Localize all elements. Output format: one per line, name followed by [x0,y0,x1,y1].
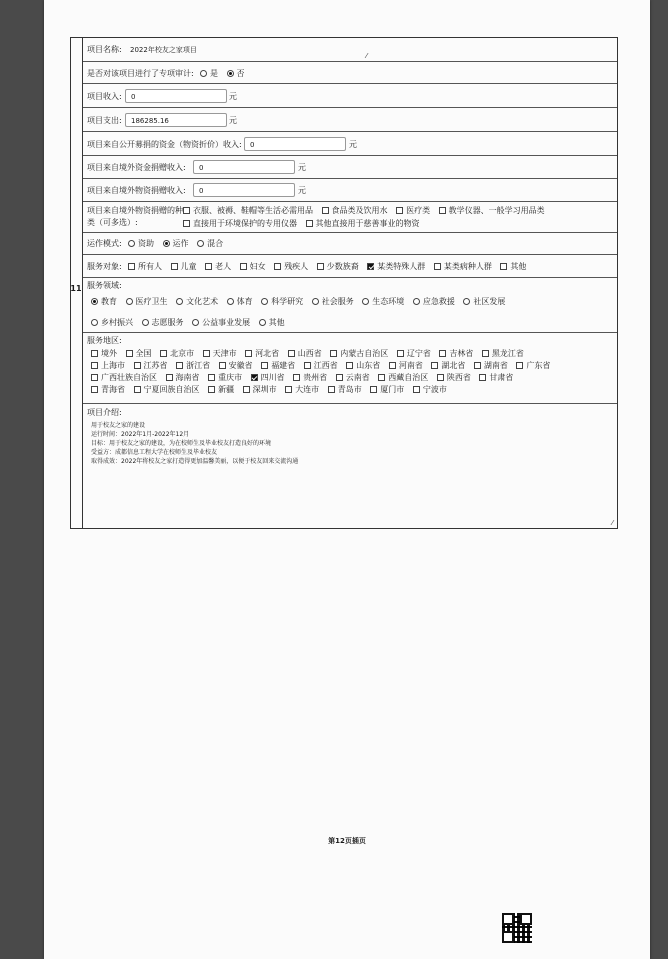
checkbox-icon[interactable] [322,207,329,214]
radio-icon[interactable] [197,240,204,247]
field-option[interactable]: 体育 [227,296,253,307]
checkbox-icon[interactable] [219,362,226,369]
checkbox-icon[interactable] [306,220,313,227]
income-field[interactable]: 0 [125,89,227,103]
audit-option-yes[interactable]: 是 [200,68,218,79]
region-option[interactable]: 境外 [91,348,117,359]
project-name-value[interactable]: 2022年校友之家项目 [130,46,197,54]
region-option[interactable]: 厦门市 [370,384,404,395]
expense-unit: 元 [229,116,237,125]
checkbox-icon[interactable] [378,374,385,381]
audit-options [200,68,251,80]
form-inner [82,38,617,528]
target-option-checked[interactable]: 某类特殊人群 [367,261,425,272]
expense-field[interactable]: 186285.16 [125,113,227,127]
qr-code-icon [502,913,532,943]
overseas-fund-field[interactable]: 0 [193,160,295,174]
checkbox-icon[interactable] [126,350,133,357]
row-goods-types [83,202,617,233]
region-option[interactable]: 广东省 [516,360,550,371]
qr-finder-icon [502,931,514,943]
audit-label: 是否对该项目进行了专项审计: [87,69,194,78]
goods-types-line-2 [183,218,426,230]
checkbox-icon[interactable] [330,350,337,357]
field-option[interactable]: 科学研究 [261,296,303,307]
radio-icon[interactable] [259,319,266,326]
overseas-fund-unit: 元 [298,163,306,172]
checkbox-icon[interactable] [91,362,98,369]
radio-icon[interactable] [463,298,470,305]
goods-option[interactable]: 其他直接用于慈善事业的物资 [306,218,420,229]
fields-label: 服务领域: [87,281,122,290]
field-option[interactable]: 社区发展 [463,296,505,307]
checkbox-icon[interactable] [439,350,446,357]
region-option[interactable]: 宁夏回族自治区 [134,384,200,395]
region-option[interactable]: 青岛市 [328,384,362,395]
region-option[interactable]: 河北省 [245,348,279,359]
overseas-goods-label: 项目来自境外物资捐赠收入: [87,186,186,195]
checkbox-icon[interactable] [437,374,444,381]
field-option[interactable]: 志愿服务 [142,317,184,328]
checkbox-icon[interactable] [183,220,190,227]
region-option[interactable]: 浙江省 [176,360,210,371]
checkbox-icon[interactable] [396,207,403,214]
checkbox-icon[interactable] [336,374,343,381]
row-overseas-goods [83,179,617,202]
region-option[interactable]: 宁波市 [413,384,447,395]
checkbox-icon[interactable] [439,207,446,214]
checkbox-icon[interactable] [208,374,215,381]
row-overseas-fund [83,156,617,179]
regions-row-4 [91,384,613,396]
regions-row-3 [91,372,613,384]
row-mode [83,233,617,255]
intro-line: 用于校友之家的建设 [91,422,146,429]
public-fund-label: 项目来自公开募捐的资金（物资折价）收入: [87,140,242,149]
checkbox-icon[interactable] [434,263,441,270]
fields-line-1 [91,296,613,308]
region-option[interactable]: 新疆 [208,384,234,395]
checkbox-icon[interactable] [413,386,420,393]
checkbox-icon[interactable] [304,362,311,369]
radio-icon[interactable] [312,298,319,305]
target-option[interactable]: 儿童 [171,261,197,272]
region-option[interactable]: 青海省 [91,384,125,395]
field-option[interactable]: 乡村振兴 [91,317,133,328]
checkbox-icon[interactable] [91,386,98,393]
target-option[interactable]: 少数族裔 [317,261,359,272]
radio-selected-icon[interactable] [91,298,98,305]
region-option[interactable]: 贵州省 [293,372,327,383]
region-option[interactable]: 辽宁省 [397,348,431,359]
radio-selected-icon[interactable] [163,240,170,247]
row-income [83,84,617,108]
checkbox-icon[interactable] [482,350,489,357]
field-option[interactable]: 生态环境 [362,296,404,307]
fields-line-2 [91,317,613,329]
checkbox-icon[interactable] [474,362,481,369]
radio-icon[interactable] [362,298,369,305]
mode-option-fund[interactable]: 资助 [128,238,154,249]
radio-icon[interactable] [261,298,268,305]
public-fund-unit: 元 [349,140,357,149]
resize-handle-icon[interactable]: ⁄ [366,52,368,60]
region-option[interactable]: 内蒙古自治区 [330,348,388,359]
target-option[interactable]: 所有人 [128,261,162,272]
row-project-name [83,38,617,62]
region-option[interactable]: 重庆市 [208,372,242,383]
public-fund-field[interactable]: 0 [244,137,346,151]
target-option[interactable]: 老人 [205,261,231,272]
checkbox-icon[interactable] [317,263,324,270]
regions-row-1 [91,348,613,360]
checkbox-icon[interactable] [516,362,523,369]
region-option[interactable]: 云南省 [336,372,370,383]
region-option[interactable]: 深圳市 [243,384,277,395]
target-option[interactable]: 妇女 [240,261,266,272]
intro-line: 受益方：成都信息工程大学在校师生及毕业校友 [91,449,218,456]
row-regions [83,333,617,404]
checkbox-icon[interactable] [500,263,507,270]
checkbox-icon[interactable] [91,374,98,381]
goods-option[interactable]: 衣服、被褥、鞋帽等生活必需用品 [183,205,313,216]
goods-option[interactable]: 食品类及饮用水 [322,205,388,216]
region-option[interactable]: 甘肃省 [479,372,513,383]
intro-line: 运行时间：2022年1月-2022年12月 [91,431,190,438]
checkbox-icon[interactable] [328,386,335,393]
region-option[interactable]: 全国 [126,348,152,359]
region-option[interactable]: 大连市 [285,384,319,395]
document-page [44,0,650,959]
goods-option[interactable]: 直接用于环境保护的专用仪器 [183,218,297,229]
row-intro [83,404,617,530]
checkbox-icon[interactable] [397,350,404,357]
radio-icon[interactable] [227,298,234,305]
checkbox-icon[interactable] [134,362,141,369]
targets-options [128,261,532,273]
regions-label: 服务地区: [87,336,122,345]
region-option[interactable]: 天津市 [203,348,237,359]
mode-option-mixed[interactable]: 混合 [197,238,223,249]
checkbox-icon[interactable] [288,350,295,357]
audit-option-no[interactable]: 否 [227,68,245,79]
field-option[interactable]: 其他 [259,317,285,328]
mode-option-operate[interactable]: 运作 [163,238,189,249]
checkbox-icon[interactable] [208,386,215,393]
checkbox-icon[interactable] [203,350,210,357]
region-option[interactable]: 山西省 [288,348,322,359]
row-public-fund [83,132,617,156]
checkbox-icon[interactable] [240,263,247,270]
region-option[interactable]: 西藏自治区 [378,372,428,383]
region-option[interactable]: 陕西省 [437,372,471,383]
project-form [70,37,618,529]
region-option[interactable]: 湖南省 [474,360,508,371]
checkbox-icon[interactable] [134,386,141,393]
radio-icon[interactable] [91,319,98,326]
radio-icon[interactable] [142,319,149,326]
checkbox-icon[interactable] [479,374,486,381]
region-option[interactable]: 福建省 [261,360,295,371]
checkbox-icon[interactable] [261,362,268,369]
row-number: 11 [70,284,82,293]
overseas-goods-field[interactable]: 0 [193,183,295,197]
target-option[interactable]: 残疾人 [274,261,308,272]
field-option[interactable]: 公益事业发展 [192,317,250,328]
goods-option[interactable]: 教学仪器、一般学习用品类 [439,205,545,216]
region-option[interactable]: 上海市 [91,360,125,371]
mode-label: 运作模式: [87,239,122,248]
checkbox-icon[interactable] [285,386,292,393]
checkbox-icon[interactable] [91,350,98,357]
radio-selected-icon[interactable] [227,70,234,77]
checkbox-icon[interactable] [183,207,190,214]
region-option[interactable]: 安徽省 [219,360,253,371]
intro-textarea[interactable] [91,421,298,466]
goods-option[interactable]: 医疗类 [396,205,430,216]
region-option[interactable]: 吉林省 [439,348,473,359]
targets-label: 服务对象: [87,262,122,271]
region-option[interactable]: 河南省 [389,360,423,371]
checkbox-icon[interactable] [205,263,212,270]
row-targets [83,255,617,278]
checkbox-icon[interactable] [346,362,353,369]
goods-types-label-1: 项目来自境外物资捐赠的种 [87,206,183,215]
goods-types-line-1 [183,205,551,217]
row-expense [83,108,617,132]
region-option[interactable]: 北京市 [160,348,194,359]
radio-icon[interactable] [126,298,133,305]
checkbox-icon[interactable] [166,374,173,381]
overseas-fund-label: 项目来自境外资金捐赠收入: [87,163,186,172]
region-option[interactable]: 广西壮族自治区 [91,372,157,383]
checkbox-icon[interactable] [431,362,438,369]
row-fields [83,278,617,333]
checkbox-icon[interactable] [370,386,377,393]
radio-icon[interactable] [192,319,199,326]
checkbox-icon[interactable] [274,263,281,270]
expense-label: 项目支出: [87,116,122,125]
region-option[interactable]: 海南省 [166,372,200,383]
region-option[interactable]: 山东省 [346,360,380,371]
field-option[interactable]: 医疗卫生 [126,296,168,307]
mode-options [128,238,229,250]
row-audit [83,62,617,84]
intro-line: 取得成效：2022年将校友之家打造得更加温馨美丽，以便于校友回来交流沟通 [91,458,299,465]
regions-row-2 [91,360,613,372]
resize-handle-icon[interactable]: ⁄ [611,519,613,527]
checkbox-checked-icon[interactable] [367,263,374,270]
checkbox-icon[interactable] [176,362,183,369]
income-unit: 元 [229,92,237,101]
checkbox-icon[interactable] [160,350,167,357]
target-option[interactable]: 其他 [500,261,526,272]
field-option[interactable]: 文化艺术 [176,296,218,307]
intro-line: 目标：用于校友之家的建设，为在校师生及毕业校友打造良好的环境 [91,440,272,447]
income-label: 项目收入: [87,92,122,101]
checkbox-icon[interactable] [128,263,135,270]
goods-types-label-2: 类（可多选）: [87,218,138,227]
overseas-goods-unit: 元 [298,186,306,195]
radio-icon[interactable] [176,298,183,305]
page-footer: 第12页插页 [328,837,366,845]
radio-icon[interactable] [200,70,207,77]
field-option-selected[interactable]: 教育 [91,296,117,307]
region-option[interactable]: 黑龙江省 [482,348,524,359]
checkbox-icon[interactable] [389,362,396,369]
radio-icon[interactable] [413,298,420,305]
radio-icon[interactable] [128,240,135,247]
intro-label: 项目介绍: [87,408,122,417]
project-name-label: 项目名称: [87,45,122,54]
checkbox-checked-icon[interactable] [251,374,258,381]
field-option[interactable]: 应急救援 [413,296,455,307]
region-option[interactable]: 江西省 [304,360,338,371]
region-option-checked[interactable]: 四川省 [251,372,285,383]
field-option[interactable]: 社会服务 [312,296,354,307]
target-option[interactable]: 某类病种人群 [434,261,492,272]
checkbox-icon[interactable] [245,350,252,357]
region-option[interactable]: 湖北省 [431,360,465,371]
checkbox-icon[interactable] [293,374,300,381]
checkbox-icon[interactable] [171,263,178,270]
checkbox-icon[interactable] [243,386,250,393]
region-option[interactable]: 江苏省 [134,360,168,371]
